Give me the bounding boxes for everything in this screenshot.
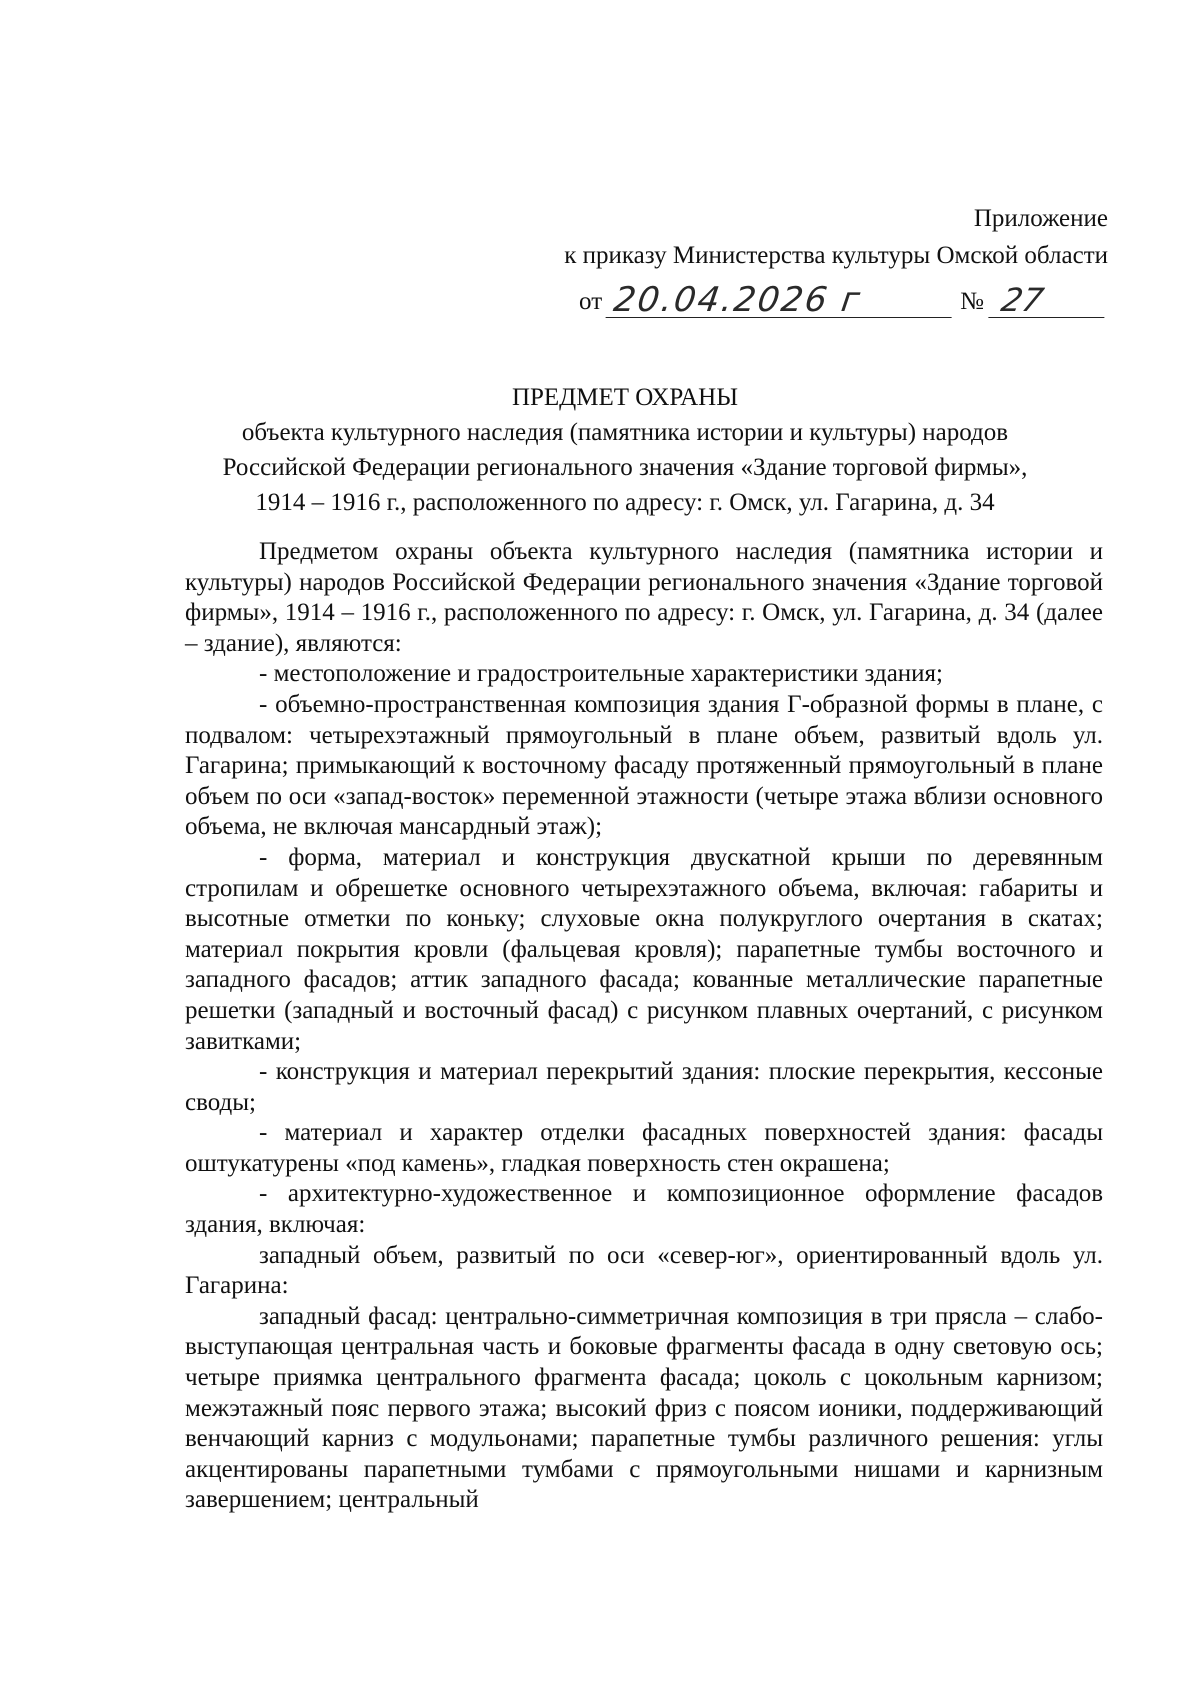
body-paragraph: Предметом охраны объекта культурного наследия (памятника истории и культуры) народов Российской Федерации регионального значения «Здание торговой фирмы», 1914 – 1916 г., расположенного по адресу: г. Омск, ул. Гагарина, д. 34 (далее – здание), являются: xyxy=(185,538,1103,657)
body-paragraph: западный объем, развитый по оси «север-юг», ориентированный вдоль ул. Гагарина: xyxy=(185,1241,1103,1300)
title-line-3: 1914 – 1916 г., расположенного по адресу: г. Омск, ул. Гагарина, д. 34 xyxy=(255,489,995,516)
handwritten-number: 27 xyxy=(988,283,1111,318)
handwritten-date: 20.04.2026 г xyxy=(606,283,957,318)
body-paragraph: западный фасад: центрально-симметричная композиция в три прясла – слабо-выступающая центральная часть и боковые фрагменты фасада в одну световую ось; четыре приямка центрального фрагмента фасада; цоколь с цокольным карнизом; межэтажный пояс первого этажа; высокий фриз с поясом ионики, поддерживающий венчающий карниз с модульонами; парапетные тумбы различного решения: углы акцентированы парапетными тумбами с прямоугольными нишами и карнизным завершением; центральный xyxy=(185,1302,1103,1514)
body-paragraph: - объемно-пространственная композиция здания Г-образной формы в плане, с подвалом: четырехэтажный прямоугольный в плане объем, развитый вдоль ул. Гагарина; примыкающий к восточному фасаду протяженный прямоугольный в плане объем по оси «запад-восток» переменной этажности (четыре этажа вблизи основного объема, не включая мансардный этаж); xyxy=(185,690,1103,841)
date-prefix: от xyxy=(579,288,603,315)
body-paragraph: - конструкция и материал перекрытий здания: плоские перекрытия, кессоные своды; xyxy=(185,1058,1103,1116)
body-paragraph: - местоположение и градостроительные характеристики здания; xyxy=(259,660,943,688)
order-date-number-line xyxy=(468,274,1108,318)
number-prefix: № xyxy=(960,288,984,315)
appendix-header xyxy=(468,200,1108,318)
document-title-block xyxy=(150,380,1100,520)
order-reference: к приказу Министерства культуры Омской области xyxy=(564,242,1108,269)
body-paragraph: - материал и характер отделки фасадных поверхностей здания: фасады оштукатурены «под камень», гладкая поверхность стен окрашена; xyxy=(185,1119,1103,1177)
body-paragraph: - архитектурно-художественное и композиционное оформление фасадов здания, включая: xyxy=(185,1180,1103,1239)
appendix-label: Приложение xyxy=(973,205,1108,232)
document-body xyxy=(185,537,1103,1516)
body-paragraph: - форма, материал и конструкция двускатной крыши по деревянным стропилам и обрешетке основного четырехэтажного объема, включая: габариты и высотные отметки по коньку; слуховые окна полукруглого очертания в скатах; материал покрытия кровли (фальцевая кровля); парапетные тумбы восточного и западного фасадов; аттик западного фасада; кованные металлические парапетные решетки (западный и восточный фасад) с рисунком плавных очертаний, с рисунком завитками; xyxy=(185,843,1103,1055)
title-line-1: объекта культурного наследия (памятника истории и культуры) народов xyxy=(241,419,1009,446)
document-title: ПРЕДМЕТ ОХРАНЫ xyxy=(511,384,739,411)
title-line-2: Российской Федерации регионального значения «Здание торговой фирмы», xyxy=(222,454,1028,481)
